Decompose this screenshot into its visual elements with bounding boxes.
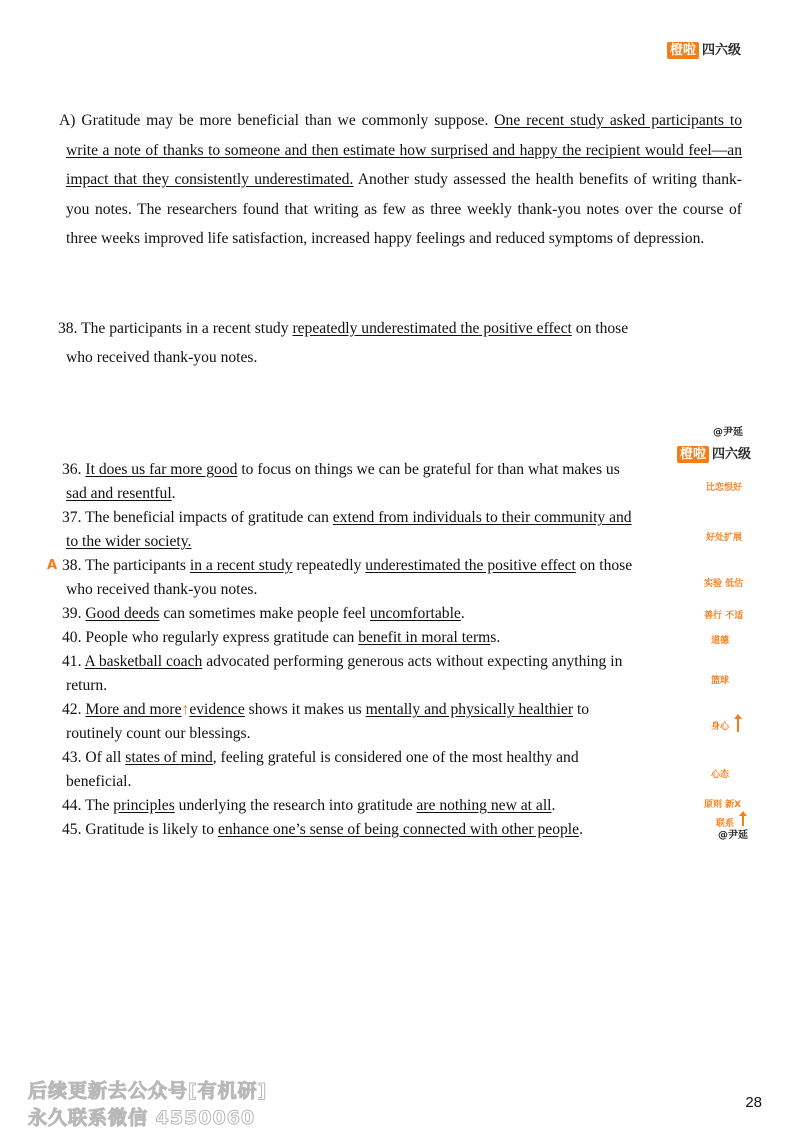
question-text: repeatedly: [292, 557, 366, 574]
underlined-phrase: principles: [113, 797, 175, 814]
underlined-phrase: It does us far more good: [85, 461, 238, 478]
question-text: .: [579, 821, 583, 838]
question-text: s.: [490, 629, 501, 646]
margin-note-40: 道德: [711, 636, 730, 646]
question-38: [62, 554, 742, 602]
margin-note-45: 联系: [716, 819, 735, 829]
author-credit-2: @尹延: [718, 830, 748, 841]
question-list: [62, 458, 742, 842]
underlined-phrase: A basketball coach: [84, 653, 203, 670]
margin-note-44: 原则 新X: [704, 800, 742, 810]
question-number: 42.: [62, 701, 82, 718]
underlined-phrase: are nothing new at all: [416, 797, 552, 814]
answer-38-underlined: repeatedly underestimated the positive effect: [292, 320, 572, 337]
question-37: [62, 506, 742, 554]
underlined-phrase: extend from individuals to their community and: [332, 509, 632, 526]
question-43: [62, 746, 742, 794]
question-text: The participants: [81, 557, 190, 574]
question-42: [62, 698, 742, 746]
question-continuation: return.: [66, 677, 108, 694]
underlined-phrase: underestimated the positive effect: [365, 557, 576, 574]
question-text: Of all: [81, 749, 126, 766]
underlined-phrase: states of mind: [125, 749, 213, 766]
answer-38-line2: who received thank-you notes.: [66, 349, 258, 366]
margin-note-41: 篮球: [711, 676, 730, 686]
question-text: People who regularly express gratitude can: [81, 629, 359, 646]
caret-mark: ↑: [181, 701, 190, 718]
brand-tag-2: 四六级: [712, 447, 752, 462]
underlined-phrase: in a recent study: [189, 557, 293, 574]
question-text: underlying the research into gratitude: [174, 797, 417, 814]
question-continuation: [62, 530, 742, 554]
question-41: [62, 650, 742, 698]
underlined-phrase: benefit in moral term: [358, 629, 491, 646]
underlined-phrase: enhance one’s sense of being connected with other people: [217, 821, 580, 838]
passage-underlined: One recent study asked participants to write a note of thanks to someone and then estimate how surprised and happy the recipient would feel—an impact that they consistently underestimated.: [66, 112, 742, 188]
question-text: .: [551, 797, 556, 814]
question-number: 36.: [62, 461, 82, 478]
question-continuation: beneficial.: [66, 773, 132, 790]
question-text: shows it makes us: [244, 701, 366, 718]
arrow-up-icon: [737, 718, 739, 732]
underlined-phrase: evidence: [189, 701, 245, 718]
page-number: 28: [745, 1094, 762, 1111]
margin-note-43: 心态: [711, 770, 730, 780]
brand-logo: [667, 42, 741, 59]
question-number: 43.: [62, 749, 82, 766]
underlined-phrase: sad and resentful: [66, 485, 172, 502]
question-number: 45.: [62, 821, 82, 838]
margin-note-36: 比恋恨好: [706, 483, 743, 493]
question-continuation: routinely count our blessings.: [66, 725, 251, 742]
underlined-phrase: uncomfortable: [369, 605, 461, 622]
question-text: Gratitude is likely to: [81, 821, 218, 838]
question-text: , feeling grateful is considered one of the most healthy and: [212, 749, 579, 766]
underlined-phrase: mentally and physically healthier: [365, 701, 574, 718]
margin-note-37: 好处扩展: [706, 533, 743, 543]
answer-38-statement: [58, 314, 742, 372]
watermark-line-2: 永久联系微信 4550060: [28, 1107, 256, 1129]
question-36: [62, 458, 742, 506]
question-39: [62, 602, 742, 626]
question-44: [62, 794, 742, 818]
question-text: .: [460, 605, 465, 622]
question-text: to: [573, 701, 590, 718]
answer-38-post: on those: [575, 320, 629, 337]
question-text: advocated performing generous acts without expecting anything in: [202, 653, 623, 670]
question-text: to focus on things we can be grateful for than what makes us: [237, 461, 620, 478]
brand-name: 橙啦: [667, 42, 699, 59]
question-number: 44.: [62, 797, 82, 814]
question-text: The: [81, 797, 114, 814]
answer-mark: A: [47, 558, 58, 573]
underlined-phrase: to the wider society.: [66, 533, 192, 550]
margin-note-38: 实验 低估: [704, 579, 744, 589]
watermark-line-1: 后续更新去公众号[有机研]: [28, 1080, 268, 1102]
question-continuation: who received thank-you notes.: [66, 581, 258, 598]
answer-38-pre: 38. The participants in a recent study: [58, 320, 289, 337]
passage-a: [59, 106, 742, 254]
arrow-up-icon: [742, 815, 744, 826]
question-text: The beneficial impacts of gratitude can: [81, 509, 333, 526]
margin-note-39: 善行 不适: [704, 611, 744, 621]
question-number: 39.: [62, 605, 82, 622]
underlined-phrase: Good deeds: [85, 605, 160, 622]
question-text: .: [171, 485, 176, 502]
question-number: 38.: [62, 557, 82, 574]
question-text: can sometimes make people feel: [159, 605, 370, 622]
passage-sentence-1: Gratitude may be more beneficial than we commonly suppose.: [81, 112, 489, 129]
question-number: 40.: [62, 629, 82, 646]
question-number: 41.: [62, 653, 82, 670]
passage-rest: Another study assessed the health benefits of writing thank-you notes. The researchers found that writing as few as three weekly thank-you notes over the course of three weeks improved life satisfaction, increased happy feelings and reduced symptoms of depression.: [66, 171, 742, 247]
brand-name-2: 橙啦: [677, 446, 709, 463]
passage-label: A): [59, 112, 76, 129]
question-text: on those: [575, 557, 633, 574]
question-45: [62, 818, 742, 842]
underlined-phrase: More and more: [85, 701, 182, 718]
margin-note-42: 身心: [711, 722, 730, 732]
question-continuation: [62, 482, 742, 506]
question-40: [62, 626, 742, 650]
author-credit: @尹延: [713, 427, 743, 438]
question-number: 37.: [62, 509, 82, 526]
brand-tag: 四六级: [702, 43, 742, 58]
